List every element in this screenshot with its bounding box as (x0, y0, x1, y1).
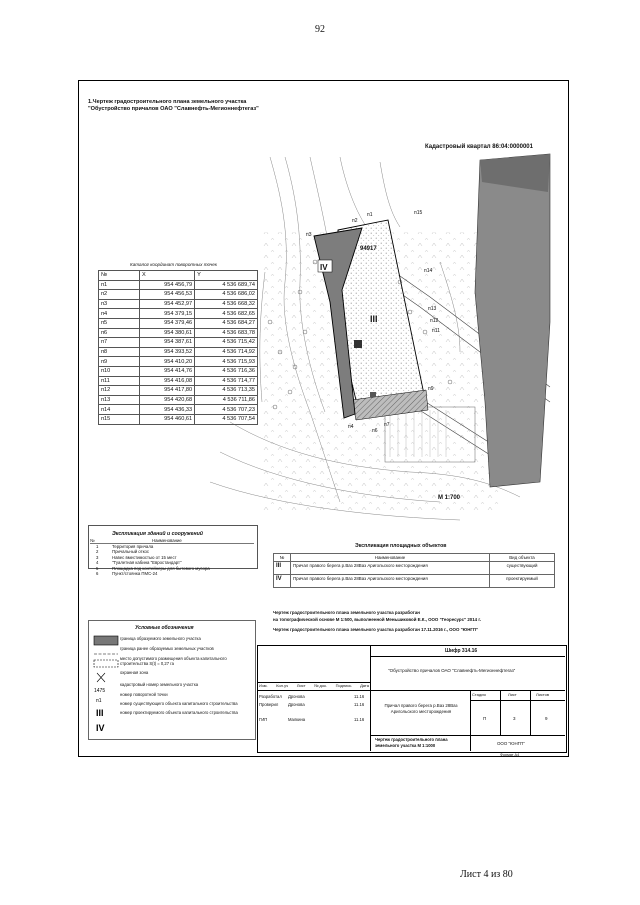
stamp-developed: Разработал (259, 694, 282, 699)
stamp-header: Изм. (259, 683, 268, 688)
buildings-row-no: 6 (96, 571, 99, 577)
coords-cell-x: 954 436,33 (140, 405, 195, 415)
areas-header-type: Вид объекта (490, 554, 555, 562)
areas-cell-type: проектируемый (490, 575, 555, 588)
coords-table-row (99, 395, 258, 405)
coords-cell-point: п7 (99, 338, 140, 348)
stamp-name: Малкина (288, 717, 306, 722)
coords-table-row (99, 290, 258, 300)
point-label: п7 (384, 422, 390, 428)
coords-cell-x: 954 417,80 (140, 386, 195, 396)
stamp-sheets: 9 (545, 716, 548, 721)
coords-table-row (99, 405, 258, 415)
page-number: 92 (315, 24, 325, 35)
coords-table (98, 270, 258, 425)
cadastral-label: Кадастровый квартал 86:04:0000001 (425, 144, 533, 150)
areas-header-no: № (274, 554, 291, 562)
buildings-row-name: Причальный откос (112, 549, 150, 555)
coords-table-title: Каталог координат поворотных точек (130, 262, 217, 267)
stamp-header: Кол.уч (276, 683, 289, 688)
stamp-name: Дронова (288, 694, 305, 699)
buildings-row-no: 5 (96, 565, 99, 571)
coords-table-row (99, 309, 258, 319)
areas-cell-name: Причал правого берега р.Ваз 28Ваз Аригольского месторождения (291, 575, 490, 588)
areas-cell-no: III (274, 562, 291, 575)
coords-cell-x: 954 420,68 (140, 395, 195, 405)
coords-cell-point: п4 (99, 309, 140, 319)
stamp-name: Дронова (288, 702, 305, 707)
buildings-row-name: Навес вместимостью от 15 мест (112, 554, 177, 560)
stamp-description: Причал правого берега р.Ваз 28Ваз Аригольского месторождения (384, 703, 458, 714)
point-label: п11 (432, 328, 440, 334)
stamp-dates (354, 693, 364, 724)
stamp-header: Подпись (335, 683, 352, 688)
buildings-header-name: Наименование (152, 538, 182, 543)
areas-cell-name: Причал правого берега р.Ваз 28Ваз Аригольского месторождения (291, 562, 490, 575)
note-2: на топографической основе М 1:500, выполненной Меньшиковой Е.К., ООО "Георесурс" 2014 г. (273, 616, 481, 622)
point-label: п2 (352, 218, 358, 224)
coords-cell-x: 954 393,52 (140, 347, 195, 357)
legend-item: граница ранее образуемых земельных участков (120, 646, 214, 651)
coords-cell-y: 4 536 715,42 (195, 338, 258, 348)
coords-cell-point: п8 (99, 347, 140, 357)
stamp-stage: П (483, 716, 487, 721)
zone-iv-label: IV (320, 263, 328, 272)
coords-header-no: № (99, 271, 140, 281)
coords-cell-point: п3 (99, 299, 140, 309)
point-label: п1 (367, 212, 373, 218)
coords-cell-x: 954 379,15 (140, 309, 195, 319)
stamp-date: 11.16 (354, 702, 365, 707)
note-1: Чертеж градостроительного плана земельного участка разработан (273, 610, 420, 615)
areas-table-row (274, 562, 555, 575)
buildings-row-no: 1 (96, 544, 99, 549)
coords-cell-y: 4 536 686,02 (195, 290, 258, 300)
map-scale-label: М 1:700 (438, 495, 461, 501)
stamp-headers (259, 683, 369, 688)
coords-header-y: Y (195, 271, 258, 281)
legend-protected-zone-symbol (97, 673, 105, 682)
stamp-header: Лист (296, 683, 306, 688)
coords-cell-point: п5 (99, 318, 140, 328)
stamp-names (288, 693, 305, 724)
note-3: Чертеж градостроительного плана земельного участка разработан 17.11.2016 г., ООО "ЮНГП" (273, 627, 479, 632)
coords-cell-y: 4 536 716,36 (195, 366, 258, 376)
legend-item: номер поворотной точки (120, 692, 168, 697)
stamp-object: "Обустройство причалов ОАО "Славнефть-Мегионнефтегаз" (388, 668, 516, 673)
areas-table (273, 553, 555, 588)
coords-cell-x: 954 414,76 (140, 366, 195, 376)
coords-table-row (99, 328, 258, 338)
stamp-header: Дата (360, 683, 369, 688)
drawing-title-line1: 1.Чертеж градостроительного плана земельного участка (88, 99, 247, 105)
buildings-rows (90, 544, 254, 576)
point-label: п15 (414, 210, 423, 216)
stamp-format: Формат А4 (500, 753, 520, 757)
coords-cell-y: 4 536 715,93 (195, 357, 258, 367)
coords-cell-y: 4 536 689,74 (195, 280, 258, 290)
legend-item: номер существующего объекта капитального строительства (120, 701, 238, 706)
coords-cell-x: 954 452,97 (140, 299, 195, 309)
coords-cell-y: 4 536 684,27 (195, 318, 258, 328)
buildings-title: Экспликация зданий и сооружений (112, 531, 203, 537)
areas-header-name: Наименование (291, 554, 490, 562)
buildings-row (90, 571, 254, 576)
stamp-code: Шифр 314.16 (445, 648, 478, 654)
coords-cell-x: 954 456,53 (140, 290, 195, 300)
coords-cell-x: 954 460,61 (140, 414, 195, 424)
drawing-title (88, 99, 259, 113)
coords-cell-x: 954 416,08 (140, 376, 195, 386)
point-label: п3 (306, 232, 312, 238)
coords-table-row (99, 414, 258, 424)
buildings-row-no: 2 (96, 549, 99, 555)
stamp-date: 11.16 (354, 717, 365, 722)
stamp-stage-header: Стадия (472, 692, 486, 697)
coords-cell-point: п11 (99, 376, 140, 386)
buildings-row-name: Территория причала (112, 544, 154, 549)
buildings-table (90, 538, 254, 576)
parcel-number-label: 94917 (360, 246, 377, 252)
drawing-title-line2: "Обустройство причалов ОАО "Славнефть-Мегионнефтегаз" (88, 106, 259, 112)
legend-item: номер проектируемого объекта капитального строительства (120, 710, 238, 715)
coords-cell-point: п1 (99, 280, 140, 290)
legend-symbol-point: п1 (96, 698, 102, 704)
buildings-row-name: Площадка под контейнеры для бытового мусора (112, 565, 210, 571)
buildings-row-name: Пункт/стоянка ПМС-24 (112, 571, 158, 577)
point-label: п13 (428, 306, 437, 312)
coords-cell-point: п10 (99, 366, 140, 376)
notes (273, 610, 563, 634)
areas-cell-type: существующий (490, 562, 555, 575)
coords-cell-y: 4 536 714,77 (195, 376, 258, 386)
areas-cell-no: IV (274, 575, 291, 588)
coords-table-row (99, 386, 258, 396)
coords-cell-y: 4 536 714,92 (195, 347, 258, 357)
coords-table-row (99, 357, 258, 367)
point-label: п14 (424, 268, 433, 274)
coords-cell-x: 954 410,20 (140, 357, 195, 367)
coords-cell-y: 4 536 682,65 (195, 309, 258, 319)
coords-cell-x: 954 456,79 (140, 280, 195, 290)
legend-symbol-cadastral: 1475 (94, 688, 106, 694)
stamp-sheet: 3 (513, 716, 516, 721)
coords-cell-point: п12 (99, 386, 140, 396)
coords-table-row (99, 299, 258, 309)
areas-table-body (274, 562, 555, 588)
coords-cell-y: 4 536 668,32 (195, 299, 258, 309)
legend-symbol-existing: III (96, 708, 104, 718)
legend-item: граница образуемого земельного участка (120, 636, 201, 641)
coords-cell-point: п13 (99, 395, 140, 405)
coords-cell-point: п2 (99, 290, 140, 300)
coords-table-row (99, 347, 258, 357)
legend-parcel-symbol (94, 636, 118, 645)
point-label: п9 (428, 386, 434, 392)
coords-cell-y: 4 536 711,86 (195, 395, 258, 405)
coords-cell-y: 4 536 713,35 (195, 386, 258, 396)
coords-cell-y: 4 536 683,78 (195, 328, 258, 338)
point-label: п6 (372, 428, 378, 434)
legend-items (120, 636, 252, 719)
coords-table-body (99, 280, 258, 424)
legend-placement-symbol (94, 660, 118, 667)
zone-iii-label: III (370, 314, 378, 324)
areas-table-row (274, 575, 555, 588)
point-label: п12 (430, 318, 439, 324)
buildings-row-no: 4 (96, 560, 99, 566)
stamp-sheets-header: Листов (536, 692, 549, 697)
coords-table-row (99, 280, 258, 290)
buildings-row-name: "Туалетная кабина "Евростандарт" (112, 560, 182, 566)
coords-header-x: X (140, 271, 195, 281)
page-footer: Лист 4 из 80 (460, 869, 513, 880)
stamp-sheet-header: Лист (508, 692, 517, 697)
stamp-roles (259, 693, 282, 724)
areas-title: Экспликация площадных объектов (355, 543, 447, 549)
stamp-drawing-name: Чертеж градостроительного плана земельного участка М 1:1000 (375, 737, 448, 748)
coords-cell-point: п9 (99, 357, 140, 367)
stamp-header: № док. (314, 683, 327, 688)
buildings-header-no: № (90, 538, 95, 543)
legend-symbol-projected: IV (96, 723, 105, 733)
stamp-checked: Проверил (259, 702, 279, 707)
coords-cell-point: п14 (99, 405, 140, 415)
coords-cell-x: 954 379,46 (140, 318, 195, 328)
coords-cell-y: 4 536 707,23 (195, 405, 258, 415)
coords-table-row (99, 338, 258, 348)
coords-table-row (99, 366, 258, 376)
legend-title: Условные обозначения (135, 625, 194, 631)
stamp-company: ООО "ЮНГП" (497, 741, 525, 746)
coords-cell-x: 954 387,61 (140, 338, 195, 348)
legend-item: место допустимого размещения объекта капитального строительства S(t) = 0,27 га (120, 656, 227, 666)
coords-table-row (99, 318, 258, 328)
coords-cell-point: п6 (99, 328, 140, 338)
buildings-row-no: 3 (96, 554, 99, 560)
legend-item: охранная зона (120, 670, 149, 675)
coords-cell-x: 954 380,61 (140, 328, 195, 338)
stamp-date: 11.16 (354, 694, 365, 699)
stamp-gip: ГИП (259, 717, 268, 722)
legend-item: кадастровый номер земельного участка (120, 682, 199, 687)
coords-cell-point: п15 (99, 414, 140, 424)
coords-table-row (99, 376, 258, 386)
coords-cell-y: 4 536 707,54 (195, 414, 258, 424)
point-label: п4 (348, 424, 354, 430)
